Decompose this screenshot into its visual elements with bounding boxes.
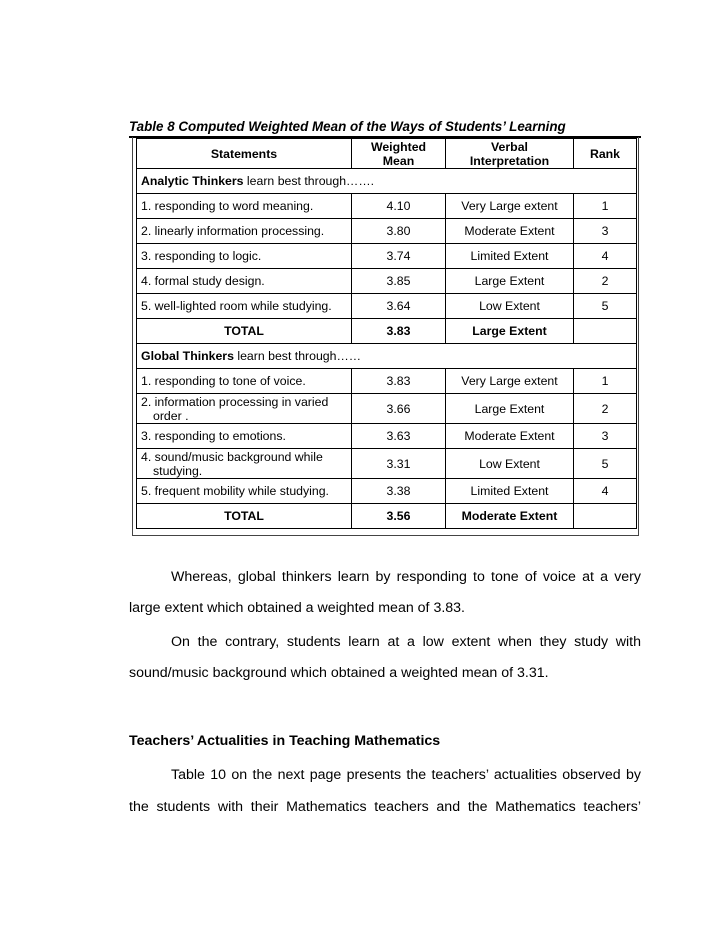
group-label-bold: Analytic Thinkers — [141, 174, 244, 188]
cell-total-mean: 3.83 — [352, 319, 446, 344]
table-row — [137, 294, 637, 319]
table-row — [137, 194, 637, 219]
paragraph-1-line-2: large extent which obtained a weighted mean of 3.83. — [129, 600, 465, 616]
cell-mean: 3.63 — [352, 424, 446, 449]
cell-statement-line1: 2. information processing in varied — [141, 394, 329, 409]
cell-statement-line2: studying. — [153, 463, 203, 478]
table-row — [137, 269, 637, 294]
paragraph-3-line-2: the students with their Mathematics teachers and the Mathematics teachers’ — [129, 799, 641, 815]
table-row — [137, 219, 637, 244]
cell-rank: 4 — [574, 479, 637, 504]
cell-interpretation: Moderate Extent — [446, 219, 574, 244]
cell-statement-line1: 4. sound/music background while — [141, 449, 323, 464]
cell-rank: 3 — [574, 424, 637, 449]
header-statements: Statements — [137, 139, 352, 169]
cell-interpretation: Limited Extent — [446, 479, 574, 504]
cell-statement: 5. well-lighted room while studying. — [137, 294, 352, 319]
cell-statement — [137, 394, 352, 424]
group-row-analytic — [137, 169, 637, 194]
cell-mean: 3.74 — [352, 244, 446, 269]
table-row — [137, 424, 637, 449]
cell-mean: 3.38 — [352, 479, 446, 504]
total-row-analytic — [137, 319, 637, 344]
header-verbal-interpretation — [446, 139, 574, 169]
cell-rank: 1 — [574, 194, 637, 219]
header-verbal-line1: Verbal — [491, 139, 528, 154]
cell-total-rank — [574, 319, 637, 344]
paragraph-2-line-2: sound/music background which obtained a weighted mean of 3.31. — [129, 665, 549, 681]
cell-total-mean: 3.56 — [352, 504, 446, 529]
total-row-global — [137, 504, 637, 529]
cell-statement: 2. linearly information processing. — [137, 219, 352, 244]
weighted-mean-table — [129, 136, 641, 537]
cell-total-interpretation: Large Extent — [446, 319, 574, 344]
cell-statement: 5. frequent mobility while studying. — [137, 479, 352, 504]
cell-interpretation: Low Extent — [446, 294, 574, 319]
cell-total-label: TOTAL — [137, 319, 352, 344]
cell-rank: 5 — [574, 449, 637, 479]
cell-interpretation: Large Extent — [446, 394, 574, 424]
table-row — [137, 449, 637, 479]
cell-mean: 4.10 — [352, 194, 446, 219]
table-row — [137, 394, 637, 424]
cell-interpretation: Large Extent — [446, 269, 574, 294]
cell-rank: 5 — [574, 294, 637, 319]
table-title: Table 8 Computed Weighted Mean of the Ways of Students’ Learning — [129, 119, 566, 134]
group-label-rest: learn best through……. — [243, 174, 375, 188]
cell-statement: 3. responding to logic. — [137, 244, 352, 269]
table-header-row — [137, 139, 637, 169]
group-label-global — [137, 344, 637, 369]
header-weighted-mean — [352, 139, 446, 169]
header-weighted-line2: Mean — [382, 153, 415, 168]
cell-interpretation: Limited Extent — [446, 244, 574, 269]
cell-rank: 2 — [574, 269, 637, 294]
cell-mean: 3.31 — [352, 449, 446, 479]
cell-statement: 1. responding to tone of voice. — [137, 369, 352, 394]
cell-total-rank — [574, 504, 637, 529]
header-rank: Rank — [574, 139, 637, 169]
header-weighted-line1: Weighted — [370, 139, 427, 154]
cell-mean: 3.64 — [352, 294, 446, 319]
cell-total-label: TOTAL — [137, 504, 352, 529]
section-heading: Teachers’ Actualities in Teaching Mathematics — [129, 733, 441, 749]
cell-statement-line2: order . — [153, 408, 189, 423]
cell-mean: 3.66 — [352, 394, 446, 424]
cell-mean: 3.80 — [352, 219, 446, 244]
table-row — [137, 369, 637, 394]
cell-rank: 2 — [574, 394, 637, 424]
group-label-rest: learn best through…… — [233, 349, 362, 363]
header-verbal-line2: Interpretation — [469, 153, 550, 168]
paragraph-2-line-1: On the contrary, students learn at a low extent when they study with — [171, 634, 641, 650]
cell-statement: 3. responding to emotions. — [137, 424, 352, 449]
cell-interpretation: Low Extent — [446, 449, 574, 479]
cell-rank: 1 — [574, 369, 637, 394]
cell-interpretation: Very Large extent — [446, 369, 574, 394]
group-row-global — [137, 344, 637, 369]
paragraph-1-line-1: Whereas, global thinkers learn by responding to tone of voice at a very — [171, 569, 641, 585]
cell-statement: 4. formal study design. — [137, 269, 352, 294]
data-table — [136, 138, 637, 529]
cell-total-interpretation: Moderate Extent — [446, 504, 574, 529]
cell-interpretation: Moderate Extent — [446, 424, 574, 449]
group-label-analytic — [137, 169, 637, 194]
cell-statement: 1. responding to word meaning. — [137, 194, 352, 219]
cell-interpretation: Very Large extent — [446, 194, 574, 219]
cell-mean: 3.85 — [352, 269, 446, 294]
paragraph-3-line-1: Table 10 on the next page presents the teachers’ actualities observed by — [171, 767, 641, 783]
cell-mean: 3.83 — [352, 369, 446, 394]
table-row — [137, 479, 637, 504]
cell-rank: 4 — [574, 244, 637, 269]
table-row — [137, 244, 637, 269]
cell-statement — [137, 449, 352, 479]
group-label-bold: Global Thinkers — [141, 349, 234, 363]
cell-rank: 3 — [574, 219, 637, 244]
